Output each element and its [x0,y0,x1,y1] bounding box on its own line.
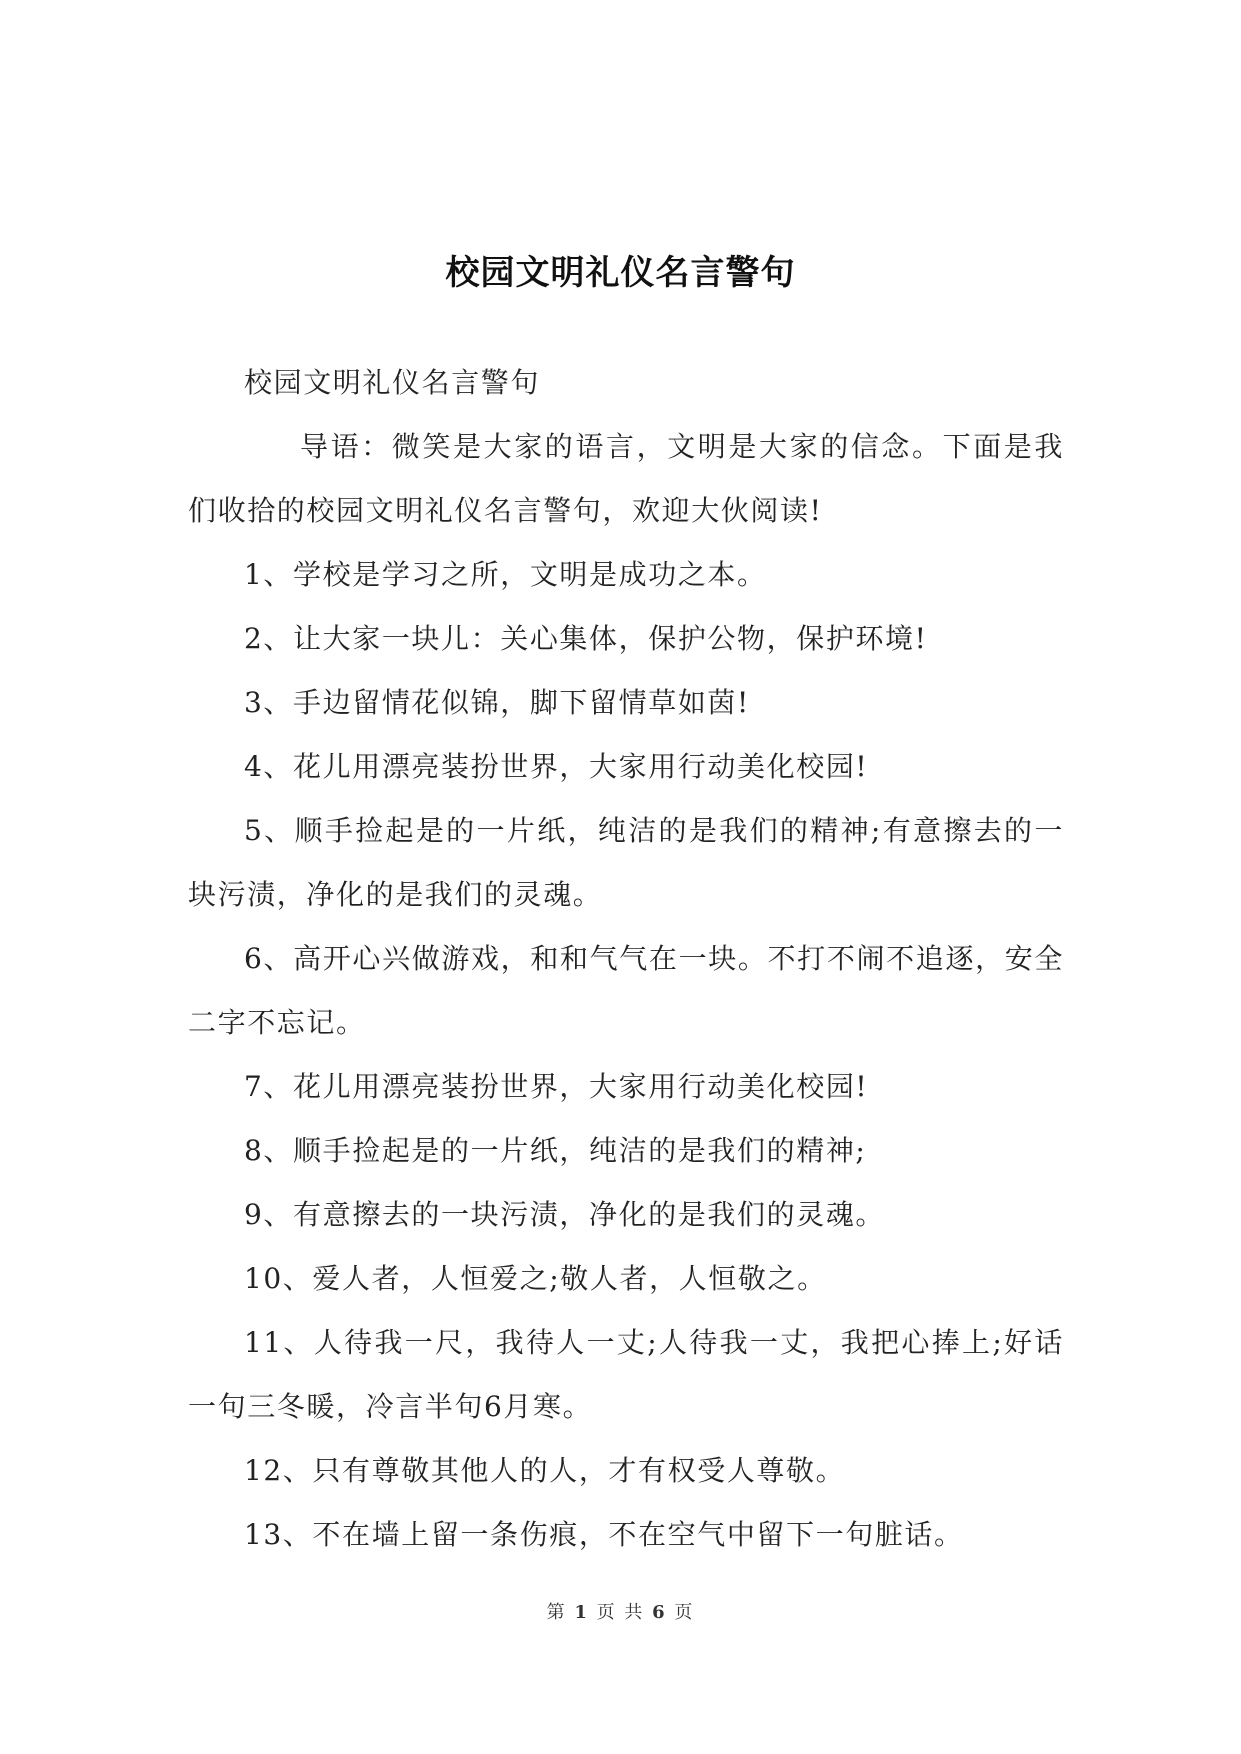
footer-current-page: 1 [574,1602,589,1623]
footer-middle: 页 共 [596,1602,645,1623]
document-body [188,351,1064,1567]
footer-suffix: 页 [674,1602,695,1623]
quote-item: 5、顺手捡起是的一片纸，纯洁的是我们的精神;有意擦去的一块污渍，净化的是我们的灵魂。 [188,814,1064,911]
quote-item: 7、花儿用漂亮装扮世界，大家用行动美化校园! [244,1070,869,1103]
quote-item: 8、顺手捡起是的一片纸，纯洁的是我们的精神; [244,1134,867,1167]
quote-item: 10、爱人者，人恒爱之;敬人者，人恒敬之。 [244,1262,827,1295]
intro-paragraph: 导语：微笑是大家的语言，文明是大家的信念。下面是我们收拾的校园文明礼仪名言警句，欢迎大伙阅读! [188,430,1064,527]
footer-total-pages: 6 [652,1602,667,1623]
quote-item: 11、人待我一尺，我待人一丈;人待我一丈，我把心捧上;好话一句三冬暖，冷言半句6月寒。 [188,1326,1064,1423]
document-title: 校园文明礼仪名言警句 [445,252,796,293]
quote-item: 1、学校是学习之所，文明是成功之本。 [244,558,767,591]
page-footer [0,1600,1241,1626]
quote-item: 2、让大家一块儿：关心集体，保护公物，保护环境! [244,622,928,655]
quote-item: 9、有意擦去的一块污渍，净化的是我们的灵魂。 [244,1198,886,1231]
quote-item: 13、不在墙上留一条伤痕，不在空气中留下一句脏话。 [244,1518,964,1551]
quote-item: 4、花儿用漂亮装扮世界，大家用行动美化校园! [244,750,869,783]
body-subtitle: 校园文明礼仪名言警句 [244,366,541,399]
quote-item: 3、手边留情花似锦，脚下留情草如茵! [244,686,750,719]
footer-prefix: 第 [546,1602,567,1623]
quote-item: 12、只有尊敬其他人的人，才有权受人尊敬。 [244,1454,846,1487]
quote-item: 6、高开心兴做游戏，和和气气在一块。不打不闹不追逐，安全二字不忘记。 [188,942,1064,1039]
